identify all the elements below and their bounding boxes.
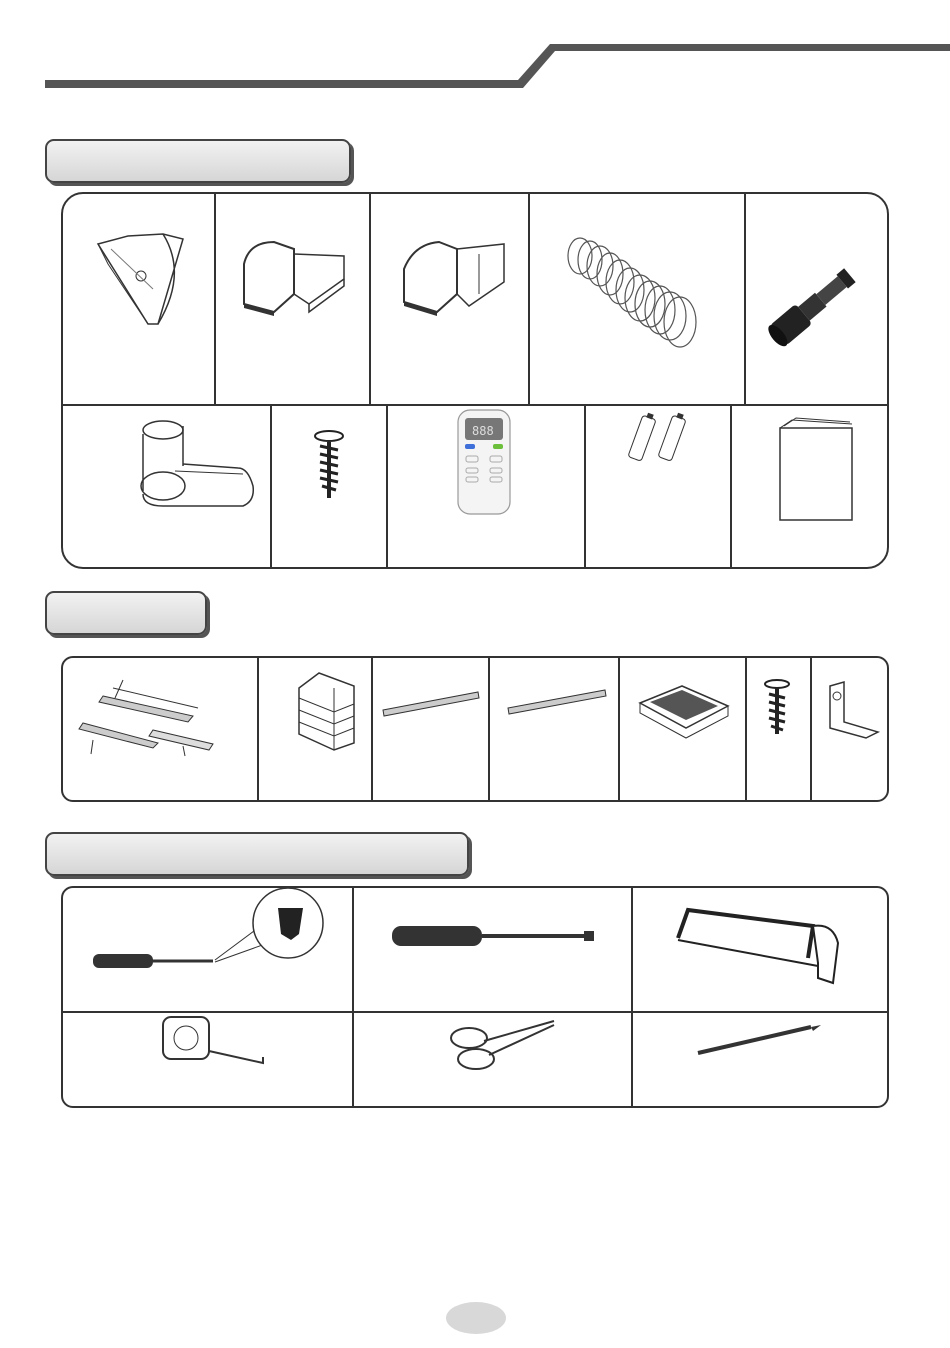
air-outlet-adapter-icon: [63, 194, 214, 404]
hose-connector-icon: [744, 194, 889, 404]
flat-screwdriver-icon: [354, 888, 631, 1011]
filter-frame-icon: [620, 658, 745, 802]
l-bracket-icon: [812, 658, 889, 802]
window-exhaust-adapter-b-icon: [369, 194, 528, 404]
remote-control-icon: [388, 406, 584, 569]
tools-panel: [61, 886, 889, 1108]
window-exhaust-adapter-a-icon: [214, 194, 369, 404]
tape-measure-icon: [63, 1013, 352, 1108]
phillips-screwdriver-icon: [63, 888, 352, 1011]
batteries-icon: [586, 406, 730, 569]
svg-text:888: 888: [472, 424, 494, 438]
small-screw-icon: [747, 658, 810, 802]
accessories-panel: [61, 192, 889, 569]
hacksaw-icon: [633, 888, 889, 1011]
exhaust-duct-adapter-icon: [63, 406, 270, 569]
scissors-icon: [354, 1013, 631, 1108]
window-slider-panels-icon: [63, 658, 257, 802]
accessories-section-tab: [45, 139, 351, 183]
foam-seal-b-icon: [490, 658, 618, 802]
tools-section-tab: [45, 832, 469, 876]
manual-booklet-icon: [732, 406, 889, 569]
header-bar: [0, 0, 950, 100]
window-kit-section-tab: [45, 591, 207, 635]
louver-grille-icon: [259, 658, 371, 802]
exhaust-hose-icon: [528, 194, 744, 404]
foam-seal-a-icon: [373, 658, 488, 802]
page-number-badge: [446, 1302, 506, 1334]
screw-icon: [272, 406, 386, 569]
window-kit-panel: [61, 656, 889, 802]
pencil-icon: [633, 1013, 889, 1108]
